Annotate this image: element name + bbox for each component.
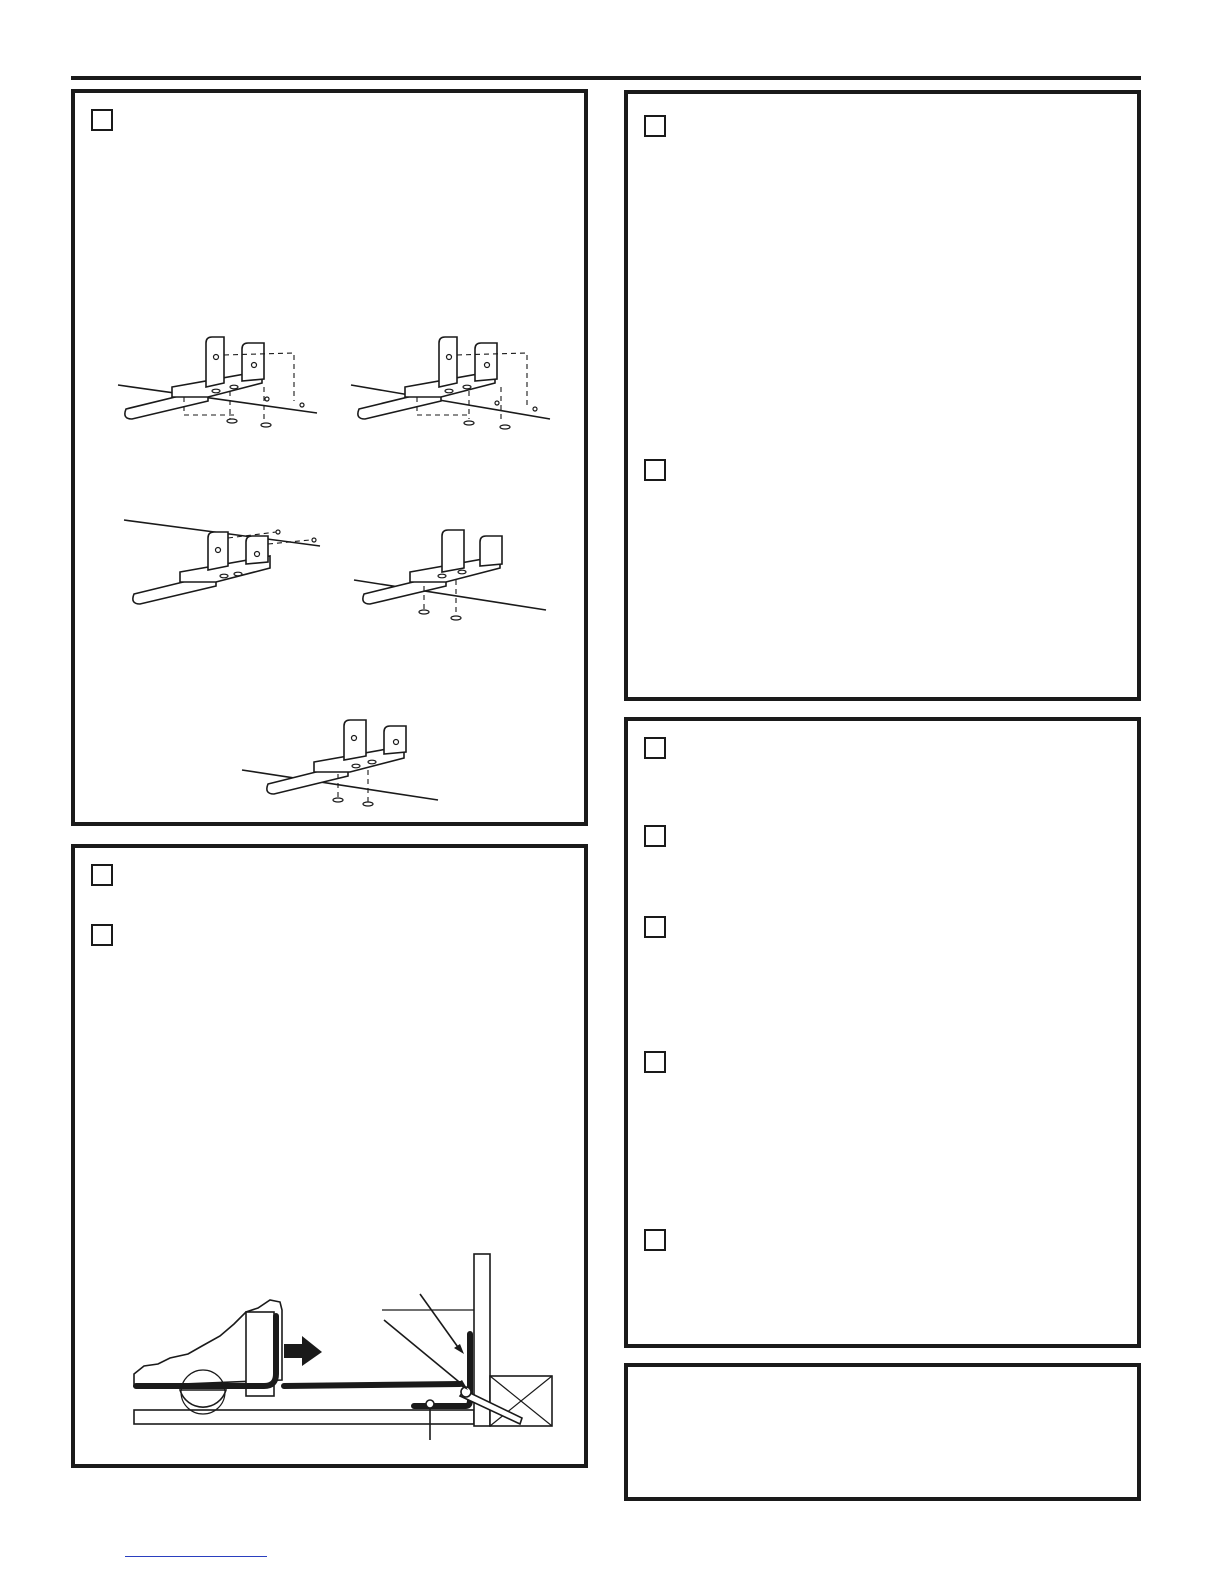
arrow-right-icon	[284, 1336, 322, 1366]
checkbox-icon[interactable]	[644, 459, 666, 481]
bracket-figure-1	[112, 335, 342, 445]
checkbox-icon[interactable]	[91, 109, 113, 131]
checkbox-icon[interactable]	[644, 916, 666, 938]
panel-bracket-options	[71, 89, 588, 826]
top-rule	[71, 76, 1141, 80]
checkbox-icon[interactable]	[644, 737, 666, 759]
checkbox-icon[interactable]	[644, 825, 666, 847]
anti-tip-diagram	[130, 1250, 570, 1450]
bracket-figure-3	[120, 510, 350, 620]
bracket-figure-5	[238, 718, 458, 828]
checkbox-icon[interactable]	[644, 115, 666, 137]
checkbox-icon[interactable]	[644, 1051, 666, 1073]
panel-right-top	[624, 90, 1141, 701]
panel-right-middle	[624, 717, 1141, 1348]
bracket-figure-2	[345, 335, 575, 445]
checkbox-icon[interactable]	[91, 864, 113, 886]
footer-link-underline[interactable]	[125, 1556, 267, 1557]
checkbox-icon[interactable]	[644, 1229, 666, 1251]
checkbox-icon[interactable]	[91, 924, 113, 946]
panel-right-bottom	[624, 1363, 1141, 1501]
bracket-figure-4	[350, 530, 580, 640]
